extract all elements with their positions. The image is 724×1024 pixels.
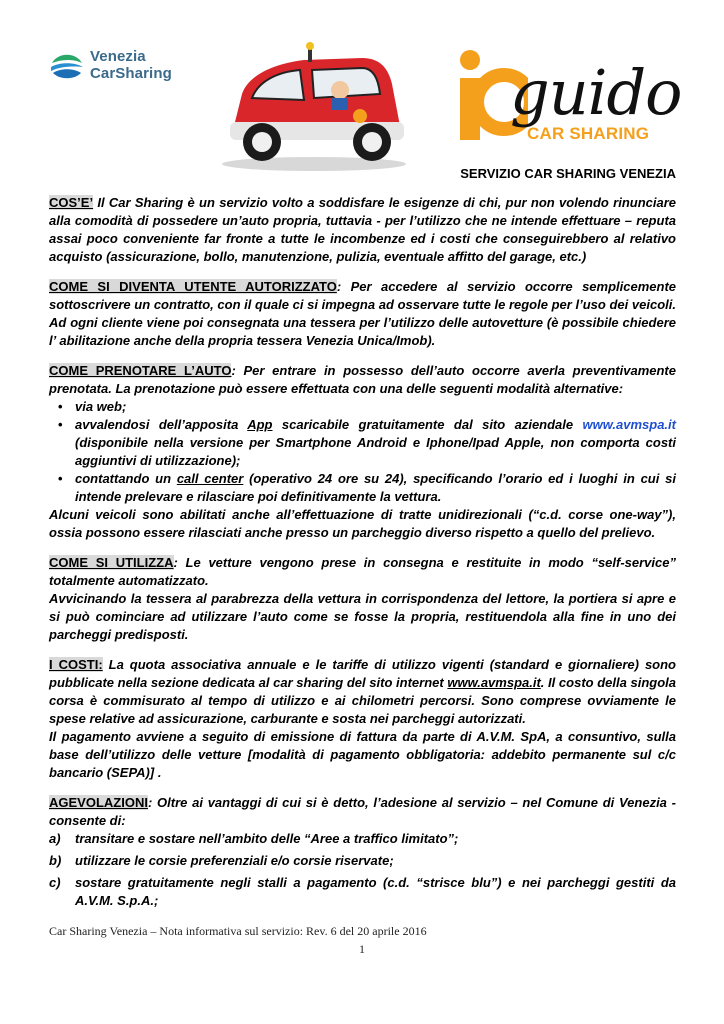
list-item-web: [49, 398, 676, 416]
section-diventa-text: : Per accedere al servizio occorre semplicemente sottoscrivere un contratto, con il quale ci si impegna ad osservare tutte le regole per l’uso dei veicoli. Ad ogni cliente viene poi consegnata una tessera per l’utilizzo delle autovetture (è possibile chiedere l’ abilitazione anche della propria tessera Venezia Unica/Imob).: [49, 279, 676, 348]
section-costi: [49, 656, 676, 728]
list-item-call-text-post: (operativo 24 ore su 24), specificando l’orario ed i luoghi in cui si intende prelevare e rilasciare poi definitivamente la vettura.: [75, 471, 676, 504]
logo-car-sharing-text: CAR SHARING: [527, 124, 650, 143]
section-costi-text-post: . Il costo della singola corsa è commisurato al tempo di utilizzo e ai chilometri percorsi. Sono comprese ovviamente le spese relative ad assicurazione, carburante e sosta nei parcheggi autorizzati.: [49, 675, 676, 726]
list-item-web-text: via web;: [75, 399, 127, 414]
call-center-term: call center: [176, 471, 244, 486]
section-utilizza-text2: Avvicinando la tessera al parabrezza della vettura in corrispondenza del lettore, la portiera si apre e si può cominciare ad utilizzare l’auto come se fosse la propria, restituendola alla fine in uno dei parcheggi predisposti.: [49, 591, 676, 642]
section-cose-label: COS’E’: [49, 195, 94, 210]
list-item-text: utilizzare le corsie preferenziali e/o corsie riservate;: [75, 853, 394, 868]
document-body: [49, 194, 676, 914]
section-agevolazioni-label: AGEVOLAZIONI: [49, 795, 148, 810]
list-item-app-text-post: (disponibile nella versione per Smartphone Android e Iphone/Ipad Apple, non comporta costi aggiuntivi di utilizzazione);: [75, 435, 676, 468]
section-agevolazioni: [49, 794, 676, 830]
list-item-app: [49, 416, 676, 470]
page-number: 1: [359, 942, 365, 956]
section-prenotare-text: : Per entrare in possesso dell’auto occorre averla preventivamente prenotata. La prenotazione può essere effettuata con una delle seguenti modalità alternative:: [49, 363, 676, 396]
benefits-list: [49, 830, 676, 910]
section-utilizza-text: : Le vetture vengono prese in consegna e restituite in modo “self-service” totalmente automatizzato.: [49, 555, 676, 588]
list-item-text: transitare e sostare nell’ambito delle “Aree a traffico limitato”;: [75, 831, 459, 846]
logo-guido-text: guido: [510, 56, 682, 129]
footer-note: Car Sharing Venezia – Nota informativa sul servizio: Rev. 6 del 20 aprile 2016: [49, 924, 427, 938]
venezia-carsharing-logo: [50, 48, 185, 86]
list-item-text: sostare gratuitamente negli stalli a pagamento (c.d. “strisce blu”) e nei parcheggi gestiti da A.V.M. S.p.A.;: [75, 875, 676, 908]
section-utilizza: [49, 554, 676, 590]
section-costi-text-pre: La quota associativa annuale e le tariffe di utilizzo vigenti (standard e giornaliere) sono pubblicate nella sezione dedicata al car sharing del sito internet: [49, 657, 676, 690]
avmspa-link-costi[interactable]: www.avmspa.it: [447, 675, 541, 690]
list-item-app-text-pre: avvalendosi dell’apposita: [75, 417, 248, 432]
car-illustration: [212, 38, 417, 173]
list-item-call-center: [49, 470, 676, 506]
section-prenotare-label: COME PRENOTARE L’AUTO: [49, 363, 232, 378]
list-item: [49, 830, 676, 848]
logo-line-venezia: Venezia: [90, 48, 146, 65]
avmspa-link[interactable]: www.avmspa.it: [582, 417, 676, 432]
section-costi-text2: Il pagamento avviene a seguito di emissione di fattura da parte di A.V.M. SpA, a consuntivo, sulla base dell’utilizzo delle vetture [modalità di pagamento obbligatoria: addebito permanente sul c/c bancario (SEPA)] .: [49, 729, 676, 780]
one-way-note: Alcuni veicoli sono abilitati anche all’effettuazione di tratte unidirezionali (“c.d. corse one-way”), ossia possono essere rilasciati anche presso un parcheggio diverso rispetto a quello del prelievo.: [49, 507, 676, 540]
section-diventa-label: COME SI DIVENTA UTENTE AUTORIZZATO: [49, 279, 337, 294]
app-term: App: [247, 417, 273, 432]
list-item-app-text-mid: scaricabile gratuitamente dal sito aziendale: [272, 417, 583, 432]
list-marker: c): [49, 875, 61, 890]
list-item: [49, 874, 676, 910]
booking-methods-list: [49, 398, 676, 506]
logo-line-carsharing: CarSharing: [90, 65, 172, 82]
list-marker: a): [49, 831, 61, 846]
section-agevolazioni-text: : Oltre ai vantaggi di cui si è detto, l’adesione al servizio – nel Comune di Venezia - consente di:: [49, 795, 676, 828]
venezia-logo-mark-icon: [50, 49, 84, 83]
list-item: [49, 852, 676, 870]
list-marker: b): [49, 853, 62, 868]
section-prenotare: [49, 362, 676, 398]
list-item-call-text-pre: contattando un: [75, 471, 177, 486]
section-cose: [49, 194, 676, 266]
page-title: SERVIZIO CAR SHARING VENEZIA: [460, 166, 676, 181]
io-guido-logo: [448, 44, 682, 164]
section-cose-text: Il Car Sharing è un servizio volto a soddisfare le esigenze di chi, pur non volendo rinunciare alla comodità di possedere un’auto propria, tuttavia - per l’utilizzo che ne intende effettuare – reputa assai poco conveniente far fronte a tutte le incombenze ed i costi che conseguirebbero al relativo acquisto (assicurazione, bollo, manutenzione, pulizia, eventuale affitto del garage, etc.): [49, 195, 676, 264]
section-costi-label: I COSTI:: [49, 657, 103, 672]
section-diventa: [49, 278, 676, 350]
section-utilizza-label: COME SI UTILIZZA: [49, 555, 174, 570]
